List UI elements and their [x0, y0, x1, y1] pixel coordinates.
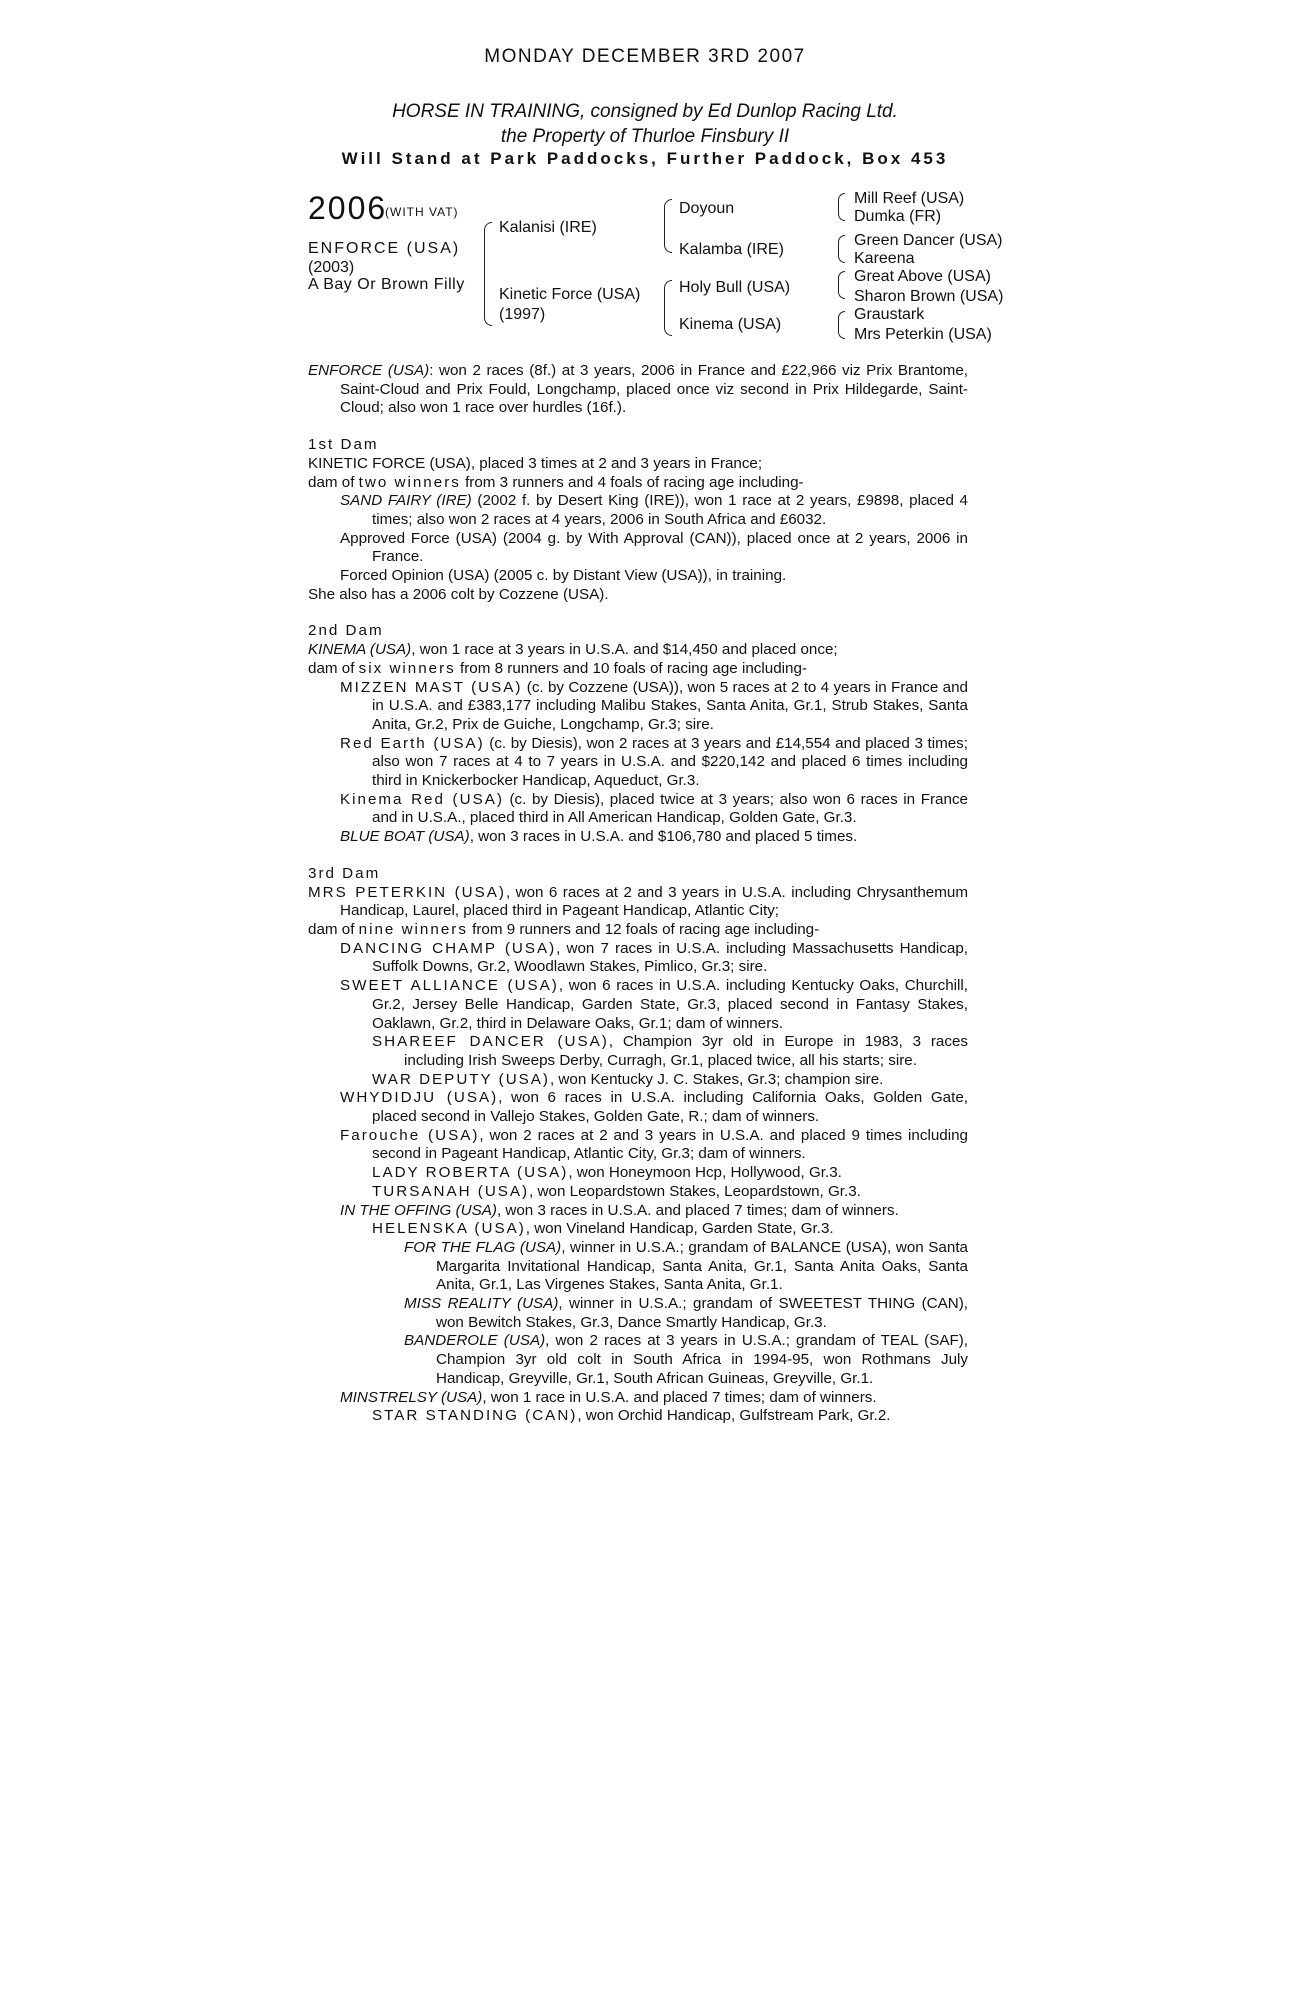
produce-name: WHYDIDJU (USA): [340, 1089, 499, 1107]
pedigree-ddd: Mrs Peterkin (USA): [854, 326, 992, 343]
produce-text: , winner in U.S.A.; grandam of BALANCE (USA), won Santa Margarita Invitational Handicap, Santa Anita, Gr.1, Santa Anita Oaks, Santa Anita, Gr.1, Las Virgenes Stakes, Santa Anita, Gr.1.: [436, 1238, 968, 1294]
dam3-heading: 3rd Dam: [308, 864, 381, 882]
text: from 3 runners and 4 foals of racing age including-: [460, 473, 804, 491]
pedigree-sire: Kalanisi (IRE): [499, 219, 597, 236]
winners-count: six winners: [358, 659, 456, 677]
dam1-footnote: She also has a 2006 colt by Cozzene (USA).: [308, 585, 609, 603]
summary-paragraph: [308, 362, 968, 418]
produce-name: BANDEROLE (USA): [404, 1332, 546, 1350]
horse-name: ENFORCE (USA): [308, 240, 461, 257]
produce-text: , won Kentucky J. C. Stakes, Gr.3; champion sire.: [549, 1070, 884, 1088]
produce-name: DANCING CHAMP (USA): [340, 939, 557, 957]
produce-text: , won 2 races at 3 years in U.S.A.; grandam of TEAL (SAF), Champion 3yr old colt in South Africa in 1994-95, won Rothmans July Handicap, Greyville, Gr.1, South African Guineas, Greyville, Gr.1.: [436, 1332, 969, 1387]
produce-name: TURSANAH (USA): [372, 1182, 530, 1200]
dam2-line: [308, 641, 968, 660]
produce-entry: [308, 1389, 968, 1408]
produce-entry: Forced Opinion (USA) (2005 c. by Distant View (USA)), in training.: [340, 567, 787, 585]
produce-name: MIZZEN MAST (USA): [340, 678, 523, 696]
pedigree-sss: Mill Reef (USA): [854, 190, 965, 207]
text: dam of: [308, 920, 359, 938]
produce-entry: [308, 1033, 968, 1070]
produce-entry: [308, 1239, 968, 1295]
text: from 9 runners and 12 foals of racing age including-: [467, 920, 820, 938]
produce-name: IN THE OFFING (USA): [340, 1201, 497, 1219]
dam-name: MRS PETERKIN (USA): [308, 883, 506, 901]
text: from 8 runners and 10 foals of racing age including-: [455, 659, 807, 677]
produce-text: , won 3 races in U.S.A. and $106,780 and placed 5 times.: [469, 828, 858, 846]
vat-note: (WITH VAT): [385, 205, 459, 219]
sale-date: MONDAY DECEMBER 3RD 2007: [484, 46, 806, 67]
produce-text: , won Orchid Handicap, Gulfstream Park, Gr.2.: [577, 1407, 891, 1425]
produce-text: , won 1 race in U.S.A. and placed 7 times; dam of winners.: [482, 1388, 877, 1406]
pedigree-brace: [484, 222, 492, 326]
produce-text: , won Honeymoon Hcp, Hollywood, Gr.3.: [568, 1164, 842, 1182]
dam-name: KINEMA (USA): [308, 641, 412, 659]
text: , won 1 race at 3 years in U.S.A. and $14,450 and placed once;: [411, 641, 838, 659]
pedigree-ssd: Dumka (FR): [854, 208, 942, 225]
produce-text: , won 2 races at 2 and 3 years in U.S.A. and placed 9 times including second in Pageant Handicap, Atlantic City, Gr.3; dam of winners.: [372, 1126, 968, 1163]
winners-count: two winners: [358, 473, 461, 491]
produce-text: , won 6 races in U.S.A. including Kentucky Oaks, Churchill, Gr.2, Jersey Belle Handicap, Garden State, Gr.3, placed second in Fantasy Stakes, Oaklawn, Gr.2, third in Delaware Oaks, Gr.1; dam of winners.: [372, 977, 968, 1032]
produce-text: , winner in U.S.A.; grandam of SWEETEST THING (CAN), won Bewitch Stakes, Gr.3, Dance Smartly Handicap, Gr.3.: [436, 1295, 968, 1331]
dam1-line: KINETIC FORCE (USA), placed 3 times at 2 and 3 years in France;: [308, 454, 763, 472]
horse-year: (2003): [308, 259, 355, 276]
pedigree-dsd: Sharon Brown (USA): [854, 288, 1004, 305]
produce-name: MISS REALITY (USA): [404, 1295, 559, 1313]
property-line: the Property of Thurloe Finsbury II: [500, 126, 790, 147]
produce-name: Red Earth (USA): [340, 734, 485, 752]
produce-entry: [308, 1089, 968, 1126]
produce-entry: Approved Force (USA) (2004 g. by With Approval (CAN)), placed once at 2 years, 2006 in France.: [340, 529, 968, 566]
produce-entry: [308, 977, 968, 1033]
produce-name: FOR THE FLAG (USA): [404, 1238, 562, 1256]
produce-text: (c. by Diesis), placed twice at 3 years; also won 6 races in France and in U.S.A., placed third in All American Handicap, Golden Gate, Gr.3.: [372, 790, 968, 827]
dam1-heading: 1st Dam: [308, 436, 379, 454]
pedigree-brace: [838, 193, 845, 221]
produce-entry: [308, 679, 968, 735]
produce-entry: [308, 735, 968, 791]
horse-description: A Bay Or Brown Filly: [308, 276, 465, 293]
produce-entry: [308, 940, 968, 977]
produce-entry: [308, 1183, 968, 1202]
produce-name: Farouche (USA): [340, 1126, 480, 1144]
pedigree-brace: [664, 280, 672, 336]
pedigree-sdd: Kareena: [854, 250, 915, 267]
produce-name: LADY ROBERTA (USA): [372, 1164, 569, 1182]
produce-text: (c. by Cozzene (USA)), won 5 races at 2 to 4 years in France and in U.S.A. and £383,177 including Malibu Stakes, Santa Anita, Gr.1, Strub Stakes, Santa Anita, Gr.2, Prix de Guiche, Longchamp, Gr.3; sire.: [372, 678, 968, 733]
text: , won 6 races at 2 and 3 years in U.S.A. including Chrysanthemum Handicap, Laurel, placed third in Pageant Handicap, Atlantic City;: [340, 883, 968, 920]
produce-name: HELENSKA (USA): [372, 1220, 526, 1238]
produce-entry: [308, 492, 968, 529]
produce-name: SHAREEF DANCER (USA): [372, 1033, 609, 1051]
pedigree-sire-sire: Doyoun: [679, 200, 735, 217]
dam2-produce-line: [308, 660, 968, 679]
stand-location: Will Stand at Park Paddocks, Further Paddock, Box 453: [341, 149, 949, 168]
pedigree-dam-year: (1997): [499, 306, 546, 323]
dam3-line: [308, 884, 968, 921]
produce-text: , won 6 races in U.S.A. including California Oaks, Golden Gate, placed second in Vallejo Stakes, Golden Gate, R.; dam of winners.: [372, 1089, 968, 1126]
produce-name: SWEET ALLIANCE (USA): [340, 977, 559, 995]
pedigree-dds: Graustark: [854, 306, 925, 323]
produce-entry: [308, 1295, 968, 1332]
dam2-heading: 2nd Dam: [308, 622, 384, 640]
produce-entry: [308, 1164, 968, 1183]
dam3-produce-line: [308, 921, 968, 940]
produce-name: STAR STANDING (CAN): [372, 1407, 578, 1425]
produce-entry: [308, 791, 968, 828]
lot-number: 2006: [308, 190, 388, 226]
winners-count: nine winners: [358, 920, 468, 938]
produce-name: SAND FAIRY (IRE): [340, 492, 472, 510]
text: dam of: [308, 473, 359, 491]
pedigree-dss: Great Above (USA): [854, 268, 991, 285]
produce-entry: [308, 1220, 968, 1239]
pedigree-dam-dam: Kinema (USA): [679, 316, 782, 333]
produce-entry: [308, 1202, 968, 1221]
summary-horse-name: ENFORCE (USA): [308, 362, 430, 379]
produce-text: (c. by Diesis), won 2 races at 3 years and £14,554 and placed 3 times; also won 7 races at 4 to 7 years in U.S.A. and $220,142 and placed 6 times including third in Knickerbocker Handicap, Aqueduct, Gr.3.: [372, 734, 968, 790]
pedigree-sds: Green Dancer (USA): [854, 232, 1003, 249]
summary-text: : won 2 races (8f.) at 3 years, 2006 in France and £22,966 viz Prix Brantome, Saint-Cloud and Prix Fould, Longchamp, placed once viz second in Prix Hildegarde, Saint-Cloud; also won 1 race over hurdles (16f.).: [340, 362, 968, 417]
dam1-produce-line: [308, 474, 968, 493]
pedigree-brace: [838, 235, 845, 263]
produce-text: , won Vineland Handicap, Garden State, Gr.3.: [525, 1220, 834, 1238]
produce-text: (2002 f. by Desert King (IRE)), won 1 race at 2 years, £9898, placed 4 times; also won 2 races at 4 years, 2006 in South Africa and £6032.: [372, 492, 969, 528]
produce-name: Kinema Red (USA): [340, 790, 504, 808]
produce-entry: [308, 1407, 968, 1426]
pedigree-dam-sire: Holy Bull (USA): [679, 279, 791, 296]
produce-entry: [308, 1071, 968, 1090]
produce-text: , won 7 races in U.S.A. including Massachusetts Handicap, Suffolk Downs, Gr.2, Woodlawn Stakes, Pimlico, Gr.3; sire.: [372, 939, 969, 976]
text: dam of: [308, 659, 359, 677]
produce-name: BLUE BOAT (USA): [340, 828, 470, 846]
produce-text: , won 3 races in U.S.A. and placed 7 times; dam of winners.: [496, 1201, 899, 1219]
pedigree-brace: [664, 199, 672, 253]
produce-name: WAR DEPUTY (USA): [372, 1070, 550, 1088]
pedigree-dam: Kinetic Force (USA): [499, 286, 641, 303]
produce-text: , Champion 3yr old in Europe in 1983, 3 races including Irish Sweeps Derby, Curragh, Gr.1, placed twice, all his starts; sire.: [404, 1033, 968, 1069]
produce-entry: [308, 1332, 968, 1388]
pedigree-brace: [838, 311, 845, 339]
pedigree-sire-dam: Kalamba (IRE): [679, 241, 784, 258]
catalogue-body: [308, 362, 968, 1426]
produce-entry: [308, 1127, 968, 1164]
produce-text: , won Leopardstown Stakes, Leopardstown, Gr.3.: [529, 1182, 861, 1200]
pedigree-brace: [838, 271, 845, 299]
produce-name: MINSTRELSY (USA): [340, 1388, 483, 1406]
consignment-line: HORSE IN TRAINING, consigned by Ed Dunlop Racing Ltd.: [392, 101, 898, 122]
produce-entry: [308, 828, 968, 847]
